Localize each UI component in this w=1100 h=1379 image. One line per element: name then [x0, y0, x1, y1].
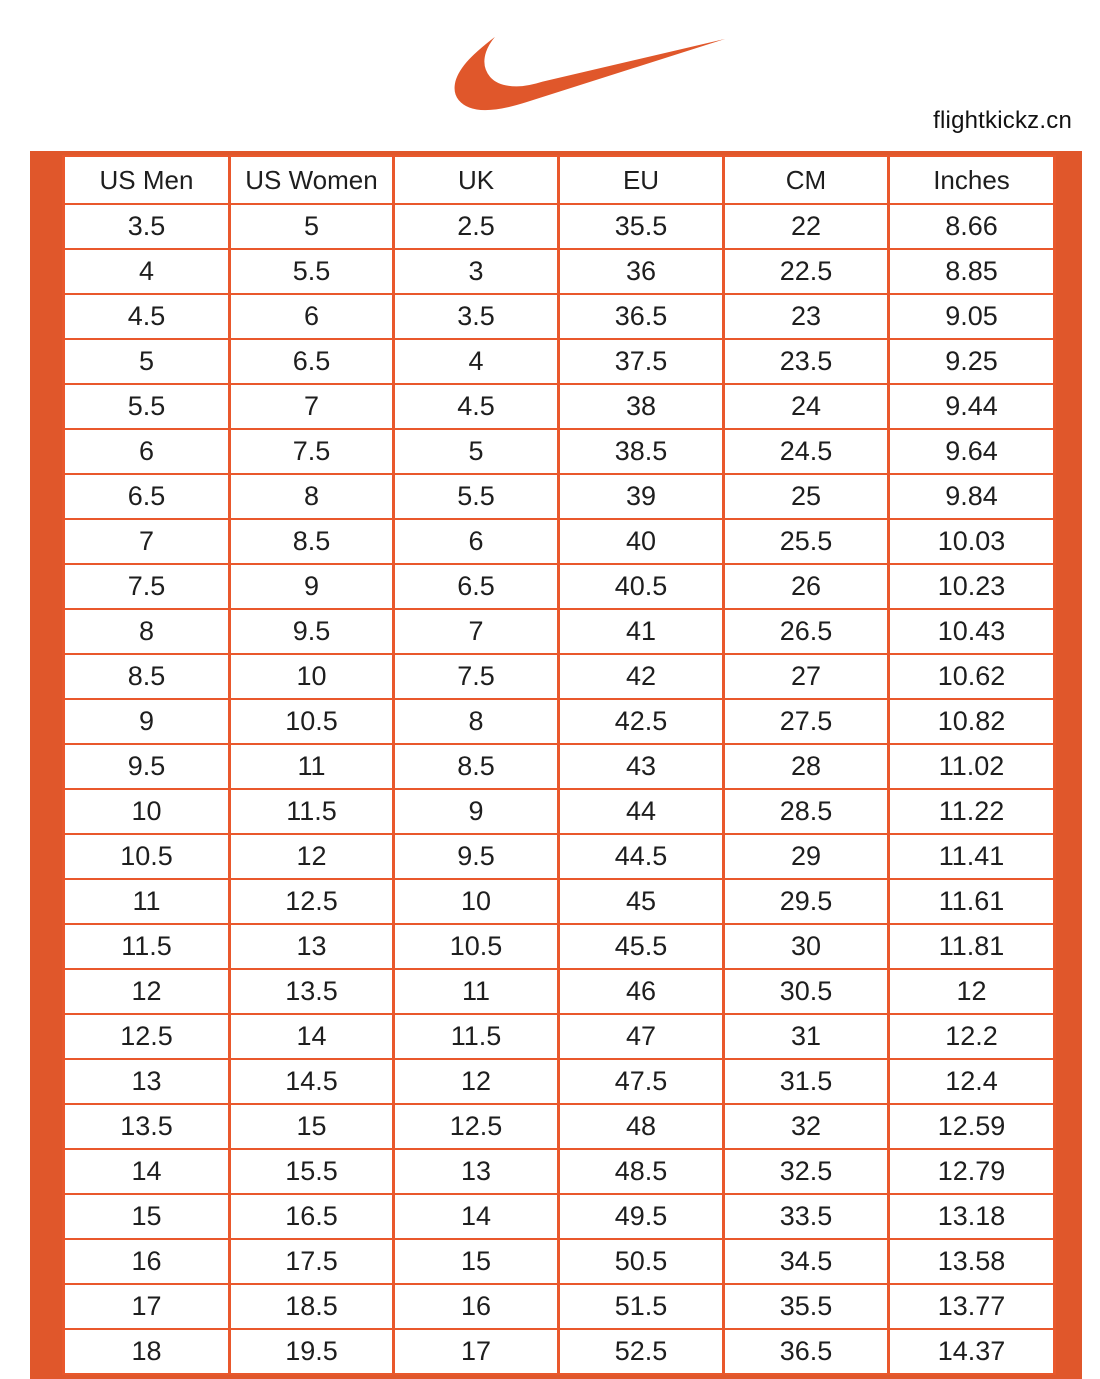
table-cell: 10.5	[64, 834, 230, 879]
table-cell: 49.5	[559, 1194, 724, 1239]
table-cell: 42	[559, 654, 724, 699]
table-cell: 30.5	[724, 969, 889, 1014]
table-cell: 31.5	[724, 1059, 889, 1104]
table-cell: 9.25	[889, 339, 1055, 384]
table-cell: 9.05	[889, 294, 1055, 339]
table-cell: 30	[724, 924, 889, 969]
table-cell: 29	[724, 834, 889, 879]
size-chart-table-frame	[30, 151, 1082, 1379]
table-row	[64, 1014, 1055, 1059]
table-cell: 10.5	[394, 924, 559, 969]
table-cell: 22	[724, 204, 889, 249]
table-cell: 35.5	[559, 204, 724, 249]
table-cell: 27	[724, 654, 889, 699]
table-cell: 44	[559, 789, 724, 834]
table-cell: 26.5	[724, 609, 889, 654]
table-cell: 44.5	[559, 834, 724, 879]
table-cell: 48.5	[559, 1149, 724, 1194]
table-cell: 8.5	[64, 654, 230, 699]
table-cell: 41	[559, 609, 724, 654]
table-cell: 4	[64, 249, 230, 294]
table-cell: 3	[394, 249, 559, 294]
table-cell: 31	[724, 1014, 889, 1059]
table-row	[64, 474, 1055, 519]
table-cell: 10	[394, 879, 559, 924]
table-cell: 11.41	[889, 834, 1055, 879]
table-row	[64, 1194, 1055, 1239]
table-cell: 45.5	[559, 924, 724, 969]
table-cell: 12	[889, 969, 1055, 1014]
watermark-text: flightkickz.cn	[933, 107, 1072, 134]
table-row	[64, 609, 1055, 654]
table-cell: 17	[394, 1329, 559, 1374]
table-cell: 9.5	[64, 744, 230, 789]
table-row	[64, 879, 1055, 924]
table-cell: 4	[394, 339, 559, 384]
table-cell: 32.5	[724, 1149, 889, 1194]
table-row	[64, 1059, 1055, 1104]
table-cell: 15	[394, 1239, 559, 1284]
table-cell: 8	[394, 699, 559, 744]
table-row	[64, 384, 1055, 429]
table-cell: 7	[64, 519, 230, 564]
table-cell: 15	[64, 1194, 230, 1239]
table-cell: 19.5	[230, 1329, 394, 1374]
table-cell: 3.5	[64, 204, 230, 249]
table-cell: 13.77	[889, 1284, 1055, 1329]
table-cell: 48	[559, 1104, 724, 1149]
left-accent-bar	[34, 155, 62, 1375]
table-cell: 12.4	[889, 1059, 1055, 1104]
table-cell: 14.37	[889, 1329, 1055, 1374]
table-cell: 11.61	[889, 879, 1055, 924]
table-cell: 10.03	[889, 519, 1055, 564]
table-cell: 26	[724, 564, 889, 609]
table-cell: 9	[64, 699, 230, 744]
table-cell: 12	[230, 834, 394, 879]
table-cell: 12.5	[64, 1014, 230, 1059]
table-row	[64, 294, 1055, 339]
table-row	[64, 519, 1055, 564]
table-cell: 16	[64, 1239, 230, 1284]
table-cell: 6	[64, 429, 230, 474]
table-cell: 9	[230, 564, 394, 609]
table-cell: 13.5	[230, 969, 394, 1014]
table-cell: 39	[559, 474, 724, 519]
table-cell: 52.5	[559, 1329, 724, 1374]
table-cell: 38.5	[559, 429, 724, 474]
table-cell: 11	[394, 969, 559, 1014]
size-table-body	[64, 204, 1055, 1374]
table-cell: 40	[559, 519, 724, 564]
table-row	[64, 699, 1055, 744]
table-cell: 28	[724, 744, 889, 789]
swoosh-icon	[455, 37, 726, 110]
table-cell: 8.66	[889, 204, 1055, 249]
table-cell: 11	[64, 879, 230, 924]
table-cell: 11.5	[230, 789, 394, 834]
table-cell: 14	[64, 1149, 230, 1194]
table-cell: 45	[559, 879, 724, 924]
table-cell: 7	[230, 384, 394, 429]
table-cell: 47	[559, 1014, 724, 1059]
table-cell: 18	[64, 1329, 230, 1374]
table-cell: 32	[724, 1104, 889, 1149]
table-cell: 10.5	[230, 699, 394, 744]
table-cell: 12	[64, 969, 230, 1014]
table-cell: 25	[724, 474, 889, 519]
table-cell: 12.5	[394, 1104, 559, 1149]
table-cell: 11.02	[889, 744, 1055, 789]
column-header: US Men	[64, 156, 230, 204]
table-cell: 14	[394, 1194, 559, 1239]
table-cell: 5.5	[230, 249, 394, 294]
table-cell: 16	[394, 1284, 559, 1329]
column-header: EU	[559, 156, 724, 204]
nike-swoosh-logo	[453, 27, 727, 122]
table-cell: 9.44	[889, 384, 1055, 429]
table-cell: 43	[559, 744, 724, 789]
table-row	[64, 1104, 1055, 1149]
table-cell: 3.5	[394, 294, 559, 339]
table-cell: 14	[230, 1014, 394, 1059]
table-cell: 6.5	[394, 564, 559, 609]
table-row	[64, 249, 1055, 294]
table-row	[64, 429, 1055, 474]
table-cell: 40.5	[559, 564, 724, 609]
table-cell: 46	[559, 969, 724, 1014]
table-row	[64, 834, 1055, 879]
table-cell: 27.5	[724, 699, 889, 744]
table-cell: 37.5	[559, 339, 724, 384]
table-cell: 12.5	[230, 879, 394, 924]
table-cell: 10.82	[889, 699, 1055, 744]
table-row	[64, 789, 1055, 834]
table-cell: 29.5	[724, 879, 889, 924]
table-cell: 5	[230, 204, 394, 249]
table-cell: 9.64	[889, 429, 1055, 474]
table-cell: 13.18	[889, 1194, 1055, 1239]
table-row	[64, 564, 1055, 609]
table-cell: 47.5	[559, 1059, 724, 1104]
table-cell: 13	[394, 1149, 559, 1194]
table-cell: 7.5	[230, 429, 394, 474]
table-cell: 10.23	[889, 564, 1055, 609]
table-cell: 6	[230, 294, 394, 339]
column-header: Inches	[889, 156, 1055, 204]
table-cell: 13	[64, 1059, 230, 1104]
table-cell: 6.5	[230, 339, 394, 384]
table-cell: 23	[724, 294, 889, 339]
table-cell: 23.5	[724, 339, 889, 384]
table-row	[64, 654, 1055, 699]
table-cell: 2.5	[394, 204, 559, 249]
size-chart-table	[62, 155, 1056, 1375]
table-cell: 5.5	[394, 474, 559, 519]
table-cell: 5.5	[64, 384, 230, 429]
table-cell: 7.5	[394, 654, 559, 699]
table-row	[64, 1284, 1055, 1329]
table-cell: 11.22	[889, 789, 1055, 834]
table-cell: 15.5	[230, 1149, 394, 1194]
table-cell: 5	[394, 429, 559, 474]
table-cell: 8.5	[394, 744, 559, 789]
table-cell: 24.5	[724, 429, 889, 474]
table-cell: 12.2	[889, 1014, 1055, 1059]
table-cell: 42.5	[559, 699, 724, 744]
table-cell: 9	[394, 789, 559, 834]
table-cell: 6.5	[64, 474, 230, 519]
table-cell: 28.5	[724, 789, 889, 834]
table-cell: 51.5	[559, 1284, 724, 1329]
table-cell: 6	[394, 519, 559, 564]
table-cell: 36.5	[724, 1329, 889, 1374]
table-row	[64, 204, 1055, 249]
table-cell: 13.58	[889, 1239, 1055, 1284]
table-cell: 34.5	[724, 1239, 889, 1284]
table-cell: 33.5	[724, 1194, 889, 1239]
table-cell: 9.84	[889, 474, 1055, 519]
table-row	[64, 1239, 1055, 1284]
table-cell: 14.5	[230, 1059, 394, 1104]
right-accent-bar	[1056, 155, 1081, 1375]
table-cell: 4.5	[64, 294, 230, 339]
column-header: US Women	[230, 156, 394, 204]
table-cell: 8	[64, 609, 230, 654]
table-cell: 25.5	[724, 519, 889, 564]
table-row	[64, 969, 1055, 1014]
table-cell: 11	[230, 744, 394, 789]
table-cell: 10.62	[889, 654, 1055, 699]
table-cell: 11.81	[889, 924, 1055, 969]
table-cell: 13.5	[64, 1104, 230, 1149]
table-row	[64, 924, 1055, 969]
table-cell: 12.79	[889, 1149, 1055, 1194]
table-cell: 10	[64, 789, 230, 834]
table-cell: 10.43	[889, 609, 1055, 654]
table-cell: 9.5	[230, 609, 394, 654]
table-row	[64, 339, 1055, 384]
table-cell: 15	[230, 1104, 394, 1149]
table-cell: 12.59	[889, 1104, 1055, 1149]
table-cell: 38	[559, 384, 724, 429]
table-row	[64, 744, 1055, 789]
column-header: UK	[394, 156, 559, 204]
table-cell: 36	[559, 249, 724, 294]
table-cell: 17	[64, 1284, 230, 1329]
table-row	[64, 1329, 1055, 1374]
table-cell: 12	[394, 1059, 559, 1104]
table-cell: 7.5	[64, 564, 230, 609]
table-cell: 8	[230, 474, 394, 519]
table-cell: 11.5	[394, 1014, 559, 1059]
table-cell: 7	[394, 609, 559, 654]
table-cell: 35.5	[724, 1284, 889, 1329]
table-cell: 22.5	[724, 249, 889, 294]
table-cell: 4.5	[394, 384, 559, 429]
table-cell: 50.5	[559, 1239, 724, 1284]
table-cell: 11.5	[64, 924, 230, 969]
header-row	[64, 156, 1055, 204]
column-header: CM	[724, 156, 889, 204]
table-cell: 16.5	[230, 1194, 394, 1239]
table-cell: 24	[724, 384, 889, 429]
table-cell: 10	[230, 654, 394, 699]
table-cell: 8.5	[230, 519, 394, 564]
table-cell: 18.5	[230, 1284, 394, 1329]
table-cell: 13	[230, 924, 394, 969]
table-cell: 9.5	[394, 834, 559, 879]
table-cell: 8.85	[889, 249, 1055, 294]
table-cell: 5	[64, 339, 230, 384]
table-cell: 17.5	[230, 1239, 394, 1284]
table-cell: 36.5	[559, 294, 724, 339]
table-row	[64, 1149, 1055, 1194]
